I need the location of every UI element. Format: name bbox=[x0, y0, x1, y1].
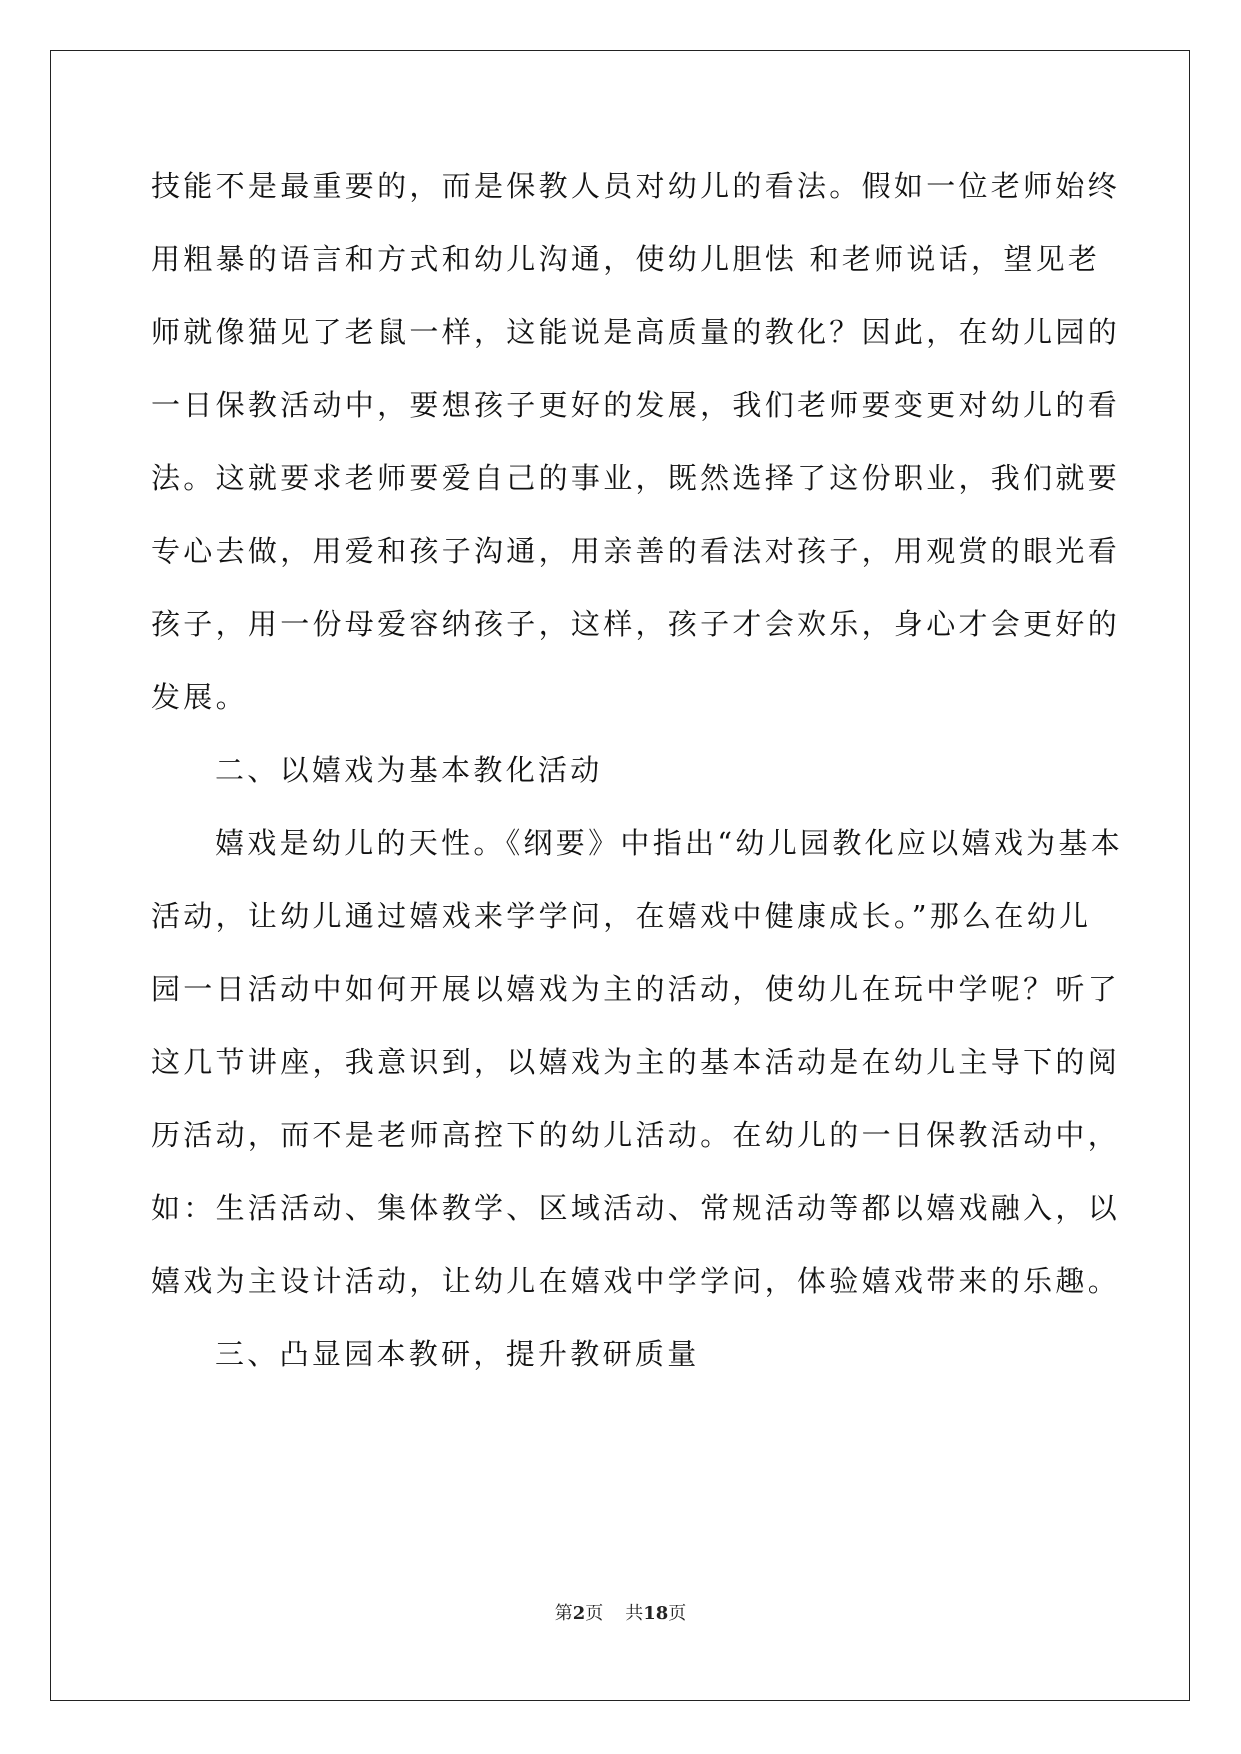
page-prefix: 第 bbox=[554, 1603, 573, 1624]
text-line: 用粗暴的语言和方式和幼儿沟通，使幼儿胆怯 和老师说话，望见老 bbox=[151, 242, 1101, 276]
text-line: 技能不是最重要的，而是保教人员对幼儿的看法。假如一位老师始终 bbox=[151, 169, 1121, 203]
document-body bbox=[151, 162, 1124, 1403]
text-line: 嬉戏是幼儿的天性。《纲要》中指出“幼儿园教化应以嬉戏为基本 bbox=[215, 826, 1124, 860]
text-line: 专心去做，用爱和孩子沟通，用亲善的看法对孩子，用观赏的眼光看 bbox=[151, 534, 1121, 568]
text-line: 法。这就要求老师要爱自己的事业，既然选择了这份职业，我们就要 bbox=[151, 461, 1121, 495]
text-line: 发展。 bbox=[151, 680, 248, 714]
section-heading: 三、凸显园本教研，提升教研质量 bbox=[215, 1337, 700, 1371]
page-suffix: 页 bbox=[585, 1603, 604, 1624]
total-prefix: 共 bbox=[625, 1603, 644, 1624]
text-line: 师就像猫见了老鼠一样，这能说是高质量的教化？因此，在幼儿园的 bbox=[151, 315, 1121, 349]
text-line: 活动，让幼儿通过嬉戏来学学问，在嬉戏中健康成长。”那么在幼儿 bbox=[151, 899, 1092, 933]
text-line: 如：生活活动、集体教学、区域活动、常规活动等都以嬉戏融入，以 bbox=[151, 1191, 1121, 1225]
text-line: 孩子，用一份母爱容纳孩子，这样，孩子才会欢乐，身心才会更好的 bbox=[151, 607, 1121, 641]
text-line: 园一日活动中如何开展以嬉戏为主的活动，使幼儿在玩中学呢？听了 bbox=[151, 972, 1121, 1006]
text-line: 一日保教活动中，要想孩子更好的发展，我们老师要变更对幼儿的看 bbox=[151, 388, 1121, 422]
text-line: 嬉戏为主设计活动，让幼儿在嬉戏中学学问，体验嬉戏带来的乐趣。 bbox=[151, 1264, 1121, 1298]
total-pages: 18 bbox=[643, 1603, 669, 1624]
page-footer bbox=[0, 1602, 1241, 1626]
page-number: 2 bbox=[572, 1603, 586, 1624]
text-line: 历活动，而不是老师高控下的幼儿活动。在幼儿的一日保教活动中， bbox=[151, 1118, 1121, 1152]
text-line: 这几节讲座，我意识到，以嬉戏为主的基本活动是在幼儿主导下的阅 bbox=[151, 1045, 1121, 1079]
section-heading: 二、以嬉戏为基本教化活动 bbox=[215, 753, 603, 787]
total-suffix: 页 bbox=[668, 1603, 687, 1624]
